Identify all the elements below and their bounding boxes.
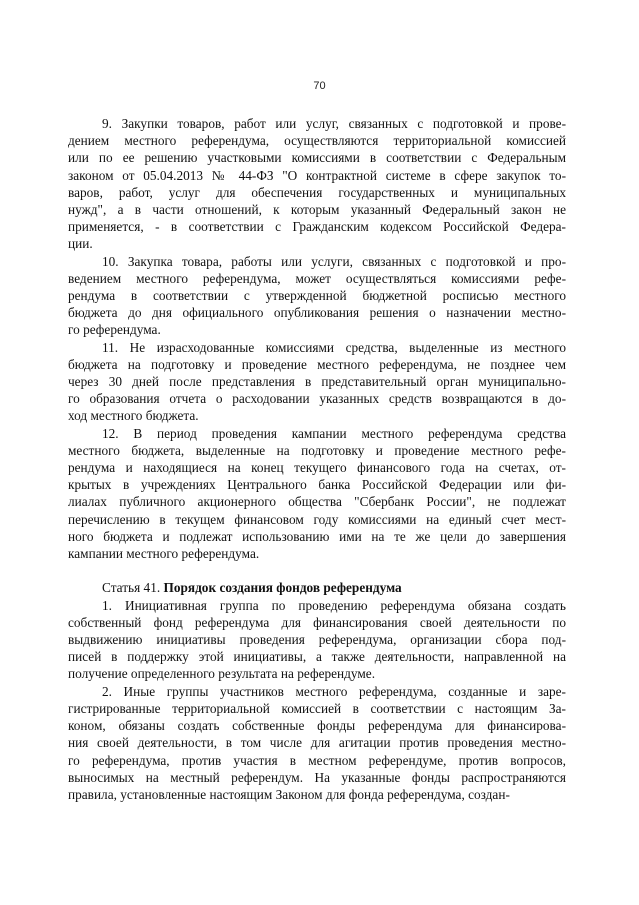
text-line: бюджета до дня официального опубликования решения о назначении местно- (68, 305, 566, 321)
text-line: рендума и находящиеся на конец текущего финансового года на счетах, от- (68, 460, 566, 476)
text-line: получение определенного результата на референдуме. (68, 666, 376, 682)
text-line: или по ее решению участковыми комиссиями в соответствии с Федеральным (68, 150, 566, 166)
text-line: кампании местного референдума. (68, 546, 260, 562)
text-line: ного бюджета и подлежат использованию ими на те же цели до завершения (68, 528, 566, 544)
text-line: 12. В период проведения кампании местного референдума средства (102, 425, 566, 441)
paragraph (68, 339, 566, 425)
paragraphs-before-article (68, 115, 566, 562)
paragraph (68, 683, 566, 803)
page-number: 70 (313, 80, 326, 92)
article-number: Статья 41. (102, 580, 164, 596)
text-line: ведением местного референдума, может осуществляться комиссиями рефе- (68, 270, 566, 286)
text-line: 2. Иные группы участников местного референдума, созданные и заре- (102, 683, 566, 699)
text-line: варов, работ, услуг для обеспечения государственных и муниципальных (68, 184, 566, 200)
paragraph (68, 425, 566, 563)
text-line: 11. Не израсходованные комиссиями средства, выделенные из местного (102, 339, 566, 355)
text-line: 9. Закупки товаров, работ или услуг, связанных с подготовкой и прове- (102, 116, 566, 131)
text-line: 1. Инициативная группа по проведению референдума обязана создать (102, 597, 566, 613)
text-line: го образования отчета о расходовании указанных средств возвращаются в до- (68, 391, 566, 407)
text-line: дением местного референдума, осуществляются территориальной комиссией (68, 133, 566, 149)
text-line: ния своей деятельности, в том числе для агитации против проведения местно- (68, 735, 566, 751)
text-line: писей в поддержку этой инициативы, а также деятельности, направленной на (68, 649, 566, 665)
text-line: го референдума, против участия в местном референдуме, против вопросов, (68, 752, 566, 768)
text-line: выдвижению инициативы проведения референдума, организации сбора под- (68, 632, 566, 648)
text-line: нужд", а в части отношений, к которым указанный Федеральный закон не (68, 202, 566, 218)
text-line: применяется, - в соответствии с Гражданским кодексом Российской Федера- (68, 219, 566, 235)
text-line: гистрированные территориальной комиссией в соответствии с настоящим За- (68, 700, 566, 716)
text-line: через 30 дней после представления в представительный орган муниципально- (68, 374, 566, 390)
text-line: го референдума. (68, 322, 161, 338)
text-line: ции. (68, 236, 93, 252)
article-paragraphs (68, 597, 566, 803)
text-line: бюджета на подготовку и проведение местного референдума, не позднее чем (68, 356, 566, 372)
text-line: ход местного бюджета. (68, 408, 199, 424)
document-body (68, 115, 566, 803)
text-line: 10. Закупка товара, работы или услуги, связанных с подготовкой и про- (102, 253, 566, 269)
text-line: рендума в соответствии с утвержденной бюджетной росписью местного (68, 288, 566, 304)
text-line: собственный фонд референдума для финансирования своей деятельности по (68, 614, 566, 630)
article-heading (68, 579, 566, 596)
text-line: выносимых на местный референдум. На указанные фонды распространяются (68, 769, 566, 785)
text-line: законом от 05.04.2013 № 44-ФЗ "О контрактной системе в сфере закупок то- (68, 167, 566, 183)
text-line: правила, установленные настоящим Законом для фонда референдума, создан- (68, 786, 510, 802)
text-line: перечислению в текущем финансовом году комиссиями на единый счет мест- (68, 511, 566, 527)
article-title: Порядок создания фондов референдума (163, 580, 402, 596)
text-line: местного бюджета, выделенные на подготовку и проведение местного рефе- (68, 442, 566, 458)
text-line: крытых в учреждениях Центрального банка Российской Федерации или фи- (68, 477, 566, 493)
paragraph (68, 253, 566, 339)
text-line: коном, обязаны создать собственные фонды референдума для финансирова- (68, 718, 566, 734)
paragraph (68, 115, 566, 253)
paragraph (68, 597, 566, 683)
text-line: лиалах публичного акционерного общества "Сбербанк России", не подлежат (68, 494, 566, 510)
section-gap (68, 562, 566, 579)
